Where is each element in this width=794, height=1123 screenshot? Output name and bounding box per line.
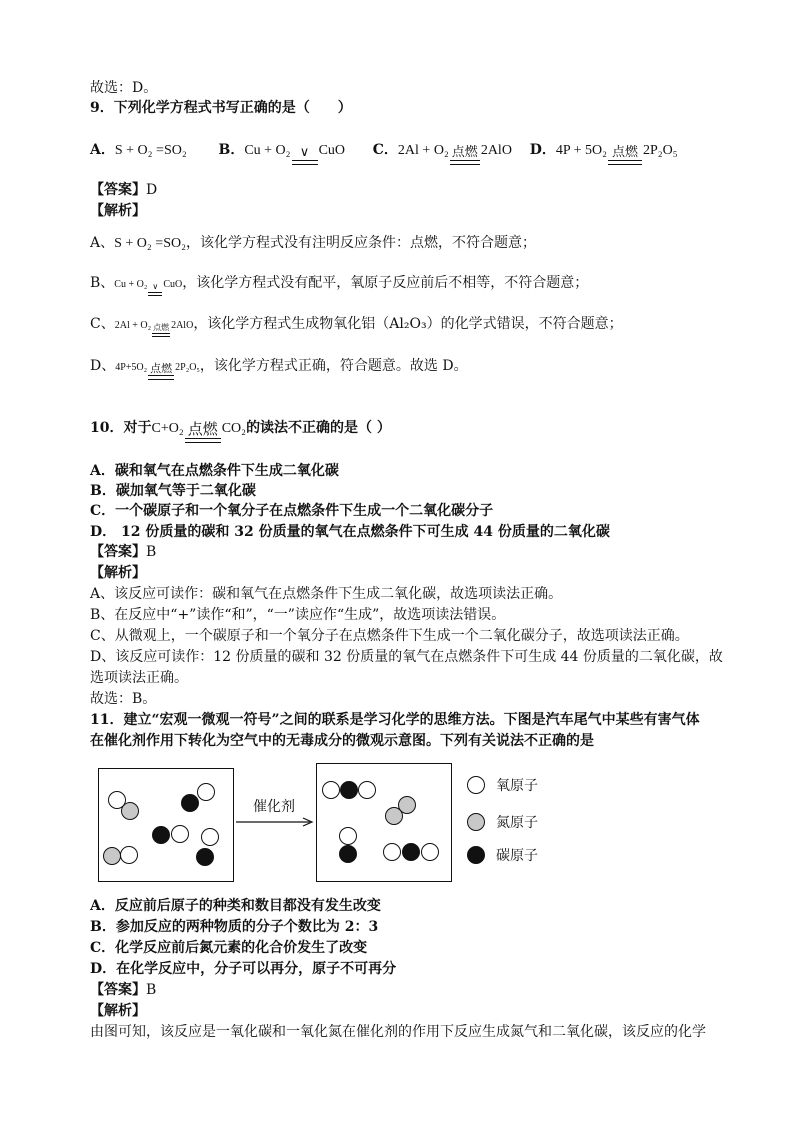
oxygen-atom (197, 783, 215, 801)
nitrogen-atom (103, 847, 121, 865)
arrow-icon (236, 816, 316, 828)
carbon-atom (340, 781, 358, 799)
oxygen-atom (322, 781, 340, 799)
oxygen-atom (358, 781, 376, 799)
q9-eq-b-cond: ∨ (299, 145, 310, 160)
q11-option-c: C．化学反应前后氮元素的化合价发生了改变 (90, 940, 368, 956)
prev-answer-select: 故选：D。 (90, 80, 158, 96)
q9-eq-d-left: 4P + 5O₂ (555, 143, 607, 158)
analysis-10-heading: 【解析】 (90, 565, 146, 581)
oxygen-atom (171, 825, 189, 843)
answer-11: 【答案】B (90, 982, 157, 998)
legend-nitrogen-label: 氮原子 (496, 815, 538, 831)
answer-10-select: 故选：B。 (90, 691, 157, 707)
carbon-atom (152, 826, 170, 844)
analysis-9-d: D、4P+5O₂ 点燃 2P₂O₅，该化学方程式正确，符合题意。故选 D。 (90, 356, 468, 380)
analysis-10-d-line1: D、该反应可读作：12 份质量的碳和 32 份质量的氧气在点燃条件下可生成 44 份质量的二氧化碳，故 (90, 649, 723, 665)
oxygen-atom (383, 843, 401, 861)
arrow-label-catalyst: 催化剂 (253, 799, 295, 815)
q9-eq-b-left: Cu + O₂ (244, 143, 291, 158)
analysis-10-d-line2: 选项读法正确。 (90, 670, 188, 686)
question-11-line1: 11．建立“宏观一微观一符号”之间的联系是学习化学的思维方法。下图是汽车尾气中某些有害气体 (90, 712, 700, 728)
q9-options: A．S + O₂ =SO₂ B．Cu + O₂ ∨ CuO C．2Al + O₂ 点燃 2AlO D．4P + 5O₂ 点燃 2P₂O₅ (90, 140, 678, 165)
analysis-9-a: A、S + O₂ =SO₂，该化学方程式没有注明反应条件：点燃，不符合题意； (90, 235, 536, 251)
q9-eq-d-cond: 点燃 (611, 145, 638, 160)
q10-option-a: A．碳和氧气在点燃条件下生成二氧化碳 (90, 463, 339, 479)
nitrogen-atom (121, 802, 139, 820)
answer-9: 【答案】D (90, 182, 158, 198)
q10-option-c: C．一个碳原子和一个氧分子在点燃条件下生成一个二氧化碳分子 (90, 503, 494, 519)
q9-eq-c-left: 2Al + O₂ (397, 143, 449, 158)
q11-option-d: D．在化学反应中，分子可以再分，原子不可再分 (90, 961, 397, 977)
analysis-10-a: A、该反应可读作：碳和氧气在点燃条件下生成二氧化碳，故选项读法正确。 (90, 586, 563, 602)
legend-oxygen-swatch (467, 776, 485, 794)
answer-10: 【答案】B (90, 544, 157, 560)
after-reaction-box (316, 763, 452, 882)
analysis-11-heading: 【解析】 (90, 1003, 146, 1019)
q9-eq-c-right: 2AlO (480, 143, 512, 158)
analysis-10-c: C、从微观上，一个碳原子和一个氧分子在点燃条件下生成一个二氧化碳分子，故选项读法正确。 (90, 628, 689, 644)
q9-eq-a: S + O₂ =SO₂ (114, 143, 187, 158)
q10-option-b: B．碳加氧气等于二氧化碳 (90, 483, 256, 499)
analysis-10-b: B、在反应中“+”读作“和”，“一”读应作“生成”，故选项读法错误。 (90, 607, 506, 623)
legend-carbon-label: 碳原子 (496, 848, 538, 864)
nitrogen-atom (385, 807, 403, 825)
carbon-atom (339, 845, 357, 863)
carbon-atom (181, 794, 199, 812)
oxygen-atom (421, 843, 439, 861)
analysis-11-text: 由图可知，该反应是一氧化碳和一氧化氮在催化剂的作用下反应生成氮气和二氧化碳，该反应的化学 (90, 1024, 706, 1040)
q9-eq-b-right: CuO (318, 143, 346, 158)
oxygen-atom (201, 828, 219, 846)
q11-option-a: A．反应前后原子的种类和数目都没有发生改变 (90, 898, 381, 914)
q9-eq-d-right: 2P₂O₅ (642, 143, 678, 158)
before-reaction-box (98, 768, 234, 882)
question-9: 9．下列化学方程式书写正确的是（ ） (90, 100, 352, 116)
q9-eq-c-cond: 点燃 (451, 145, 478, 160)
analysis-9-c: C、2Al + O₂ 点燃 2AlO，该化学方程式生成物氧化铝（Al₂O₃）的化学式错误，不符合题意； (90, 314, 623, 337)
legend-nitrogen-swatch (467, 813, 485, 831)
q10-option-d: D． 12 份质量的碳和 32 份质量的氧气在点燃条件下可生成 44 份质量的二氧化碳 (90, 524, 610, 540)
legend-carbon-swatch (467, 846, 485, 864)
analysis-9-b: B、Cu + O₂ ∨ CuO，该化学方程式没有配平，氧原子反应前后不相等，不符合题意； (90, 273, 588, 296)
legend-oxygen-label: 氧原子 (496, 778, 538, 794)
question-11-line2: 在催化剂作用下转化为空气中的无毒成分的微观示意图。下列有关说法不正确的是 (90, 733, 594, 749)
analysis-9-heading: 【解析】 (90, 203, 146, 219)
question-10: 10．对于C+O₂ 点燃 CO₂的读法不正确的是（ ） (90, 418, 391, 443)
oxygen-atom (339, 827, 357, 845)
carbon-atom (402, 843, 420, 861)
oxygen-atom (120, 846, 138, 864)
q11-option-b: B．参加反应的两种物质的分子个数比为 2：3 (90, 919, 379, 935)
carbon-atom (196, 848, 214, 866)
